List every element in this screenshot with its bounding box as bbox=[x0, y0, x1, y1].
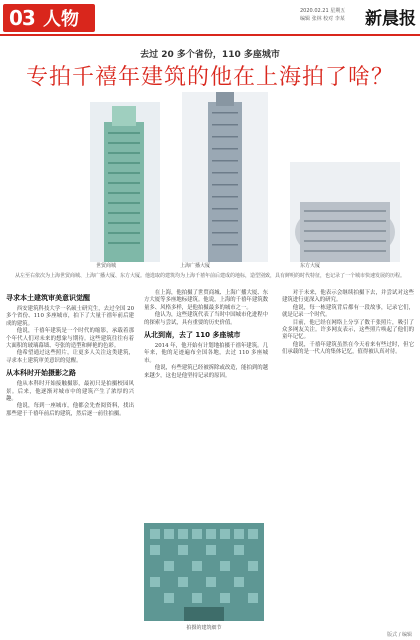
header-info bbox=[300, 7, 345, 23]
article-subtitle: 去过 20 多个省份，110 多座城市 bbox=[140, 50, 280, 60]
article-column-2 bbox=[144, 290, 268, 380]
article-column-1 bbox=[6, 290, 134, 418]
building-photo-2 bbox=[182, 92, 268, 262]
photo-label-1: 世贸商城 bbox=[96, 263, 117, 269]
column-2-paragraph: 他认为，这些建筑代表了当时中国城市化进程中的探索与尝试，具有重要的历史价值。 bbox=[144, 312, 269, 326]
photo-label-2: 上海广播大厦 bbox=[180, 263, 211, 269]
editor-line: 编辑 张林 校对 李某 bbox=[300, 16, 345, 22]
column-3-paragraph: 他说，千禧年建筑虽然在今天看来有些过时，但它们承载的是一代人的集体记忆，值得被认真对待。 bbox=[282, 341, 414, 356]
mosaic-photo-image bbox=[144, 523, 264, 621]
page-header bbox=[0, 0, 420, 36]
section-number: 03 bbox=[9, 6, 35, 30]
photo-label-3: 东方大厦 bbox=[300, 263, 321, 269]
column-1-paragraph: 他从本科时开始接触摄影，最初只是拍摄校园风景。后来，他逐渐对城市中的建筑产生了浓厚的兴趣。 bbox=[6, 381, 134, 403]
column-3-paragraph: 目前，他已经在网络上分享了数千张照片，吸引了众多网友关注。许多网友表示，这些照片唤起了他们的童年记忆。 bbox=[282, 319, 414, 341]
photo-caption: 从左至右依次为上海世贸商城、上海广播大厦、东方大厦。他选取的建筑均为上海千禧年前后建成的地标，造型别致，具有鲜明的时代特征，也记录了一个城市快速发展的历程。 bbox=[14, 273, 405, 279]
column-3-paragraph: 对于未来，他表示会继续拍摄下去，并尝试对这些建筑进行更深入的研究。 bbox=[282, 290, 414, 304]
building-photo-3 bbox=[290, 162, 400, 262]
column-1-heading: 寻求本土建筑审美意识觉醒 bbox=[6, 294, 90, 302]
page-footer: 版式 / 编辑 bbox=[387, 632, 412, 638]
mosaic-photo bbox=[144, 523, 264, 621]
section-name: 人物 bbox=[43, 9, 79, 30]
newspaper-logo bbox=[365, 4, 416, 29]
column-2-paragraph: 2014 年，他开始有计划地拍摄千禧年建筑。几年来，他的足迹遍布全国各地，去过 110 多座城市。 bbox=[144, 343, 268, 364]
column-2-paragraph: 在上海，他拍摄了世贸商城、上海广播大厦、东方大厦等多座地标建筑。他说，上海的千禧年建筑数量多、风格多样，是他拍摄最多的城市之一。 bbox=[144, 290, 269, 311]
column-2-paragraph: 他说，有些建筑已经被拆除或改造，能拍到的越来越少，这也是他坚持记录的原因。 bbox=[144, 365, 269, 379]
article-title: 专拍千禧年建筑的他在上海拍了啥？ bbox=[25, 65, 394, 90]
column-3-paragraph: 他说，每一栋建筑背后都有一段故事，记录它们，就是记录一个时代。 bbox=[282, 304, 414, 319]
column-1-heading-2: 从本科时开始摄影之路 bbox=[6, 369, 76, 378]
logo-text: 新晨报 bbox=[365, 9, 416, 29]
header-rule bbox=[0, 34, 420, 36]
column-2-heading: 从北到南，去了 110 多座城市 bbox=[144, 331, 241, 340]
column-1-paragraph: 他希望通过这些照片，让更多人关注这类建筑，寻求本土建筑审美意识的觉醒。 bbox=[6, 350, 134, 364]
date-line: 2020.02.21 星期五 bbox=[300, 8, 346, 14]
mosaic-caption: 拍摄的建筑细节 bbox=[186, 625, 222, 631]
article-column-3 bbox=[282, 290, 414, 357]
column-1-paragraph: 他说，每到一座城市，他都会先查阅资料，找出那些建于千禧年前后的建筑，然后逐一前往拍摄。 bbox=[6, 403, 134, 417]
building-photos bbox=[90, 92, 400, 262]
section-badge bbox=[3, 4, 95, 32]
building-photo-1 bbox=[90, 102, 160, 262]
column-1-paragraph: 西安建筑科技大学一名硕士研究生，去过全国 20 多个省份、110 多座城市，拍下了大量千禧年前后建成的建筑。 bbox=[6, 306, 134, 327]
column-1-paragraph: 他说，千禧年建筑是一个时代的缩影，承载着那个年代人们对未来的想象与期待。这些建筑往往有着大面积的玻璃幕墙、夸张的造型和鲜艳的色彩。 bbox=[6, 328, 134, 350]
